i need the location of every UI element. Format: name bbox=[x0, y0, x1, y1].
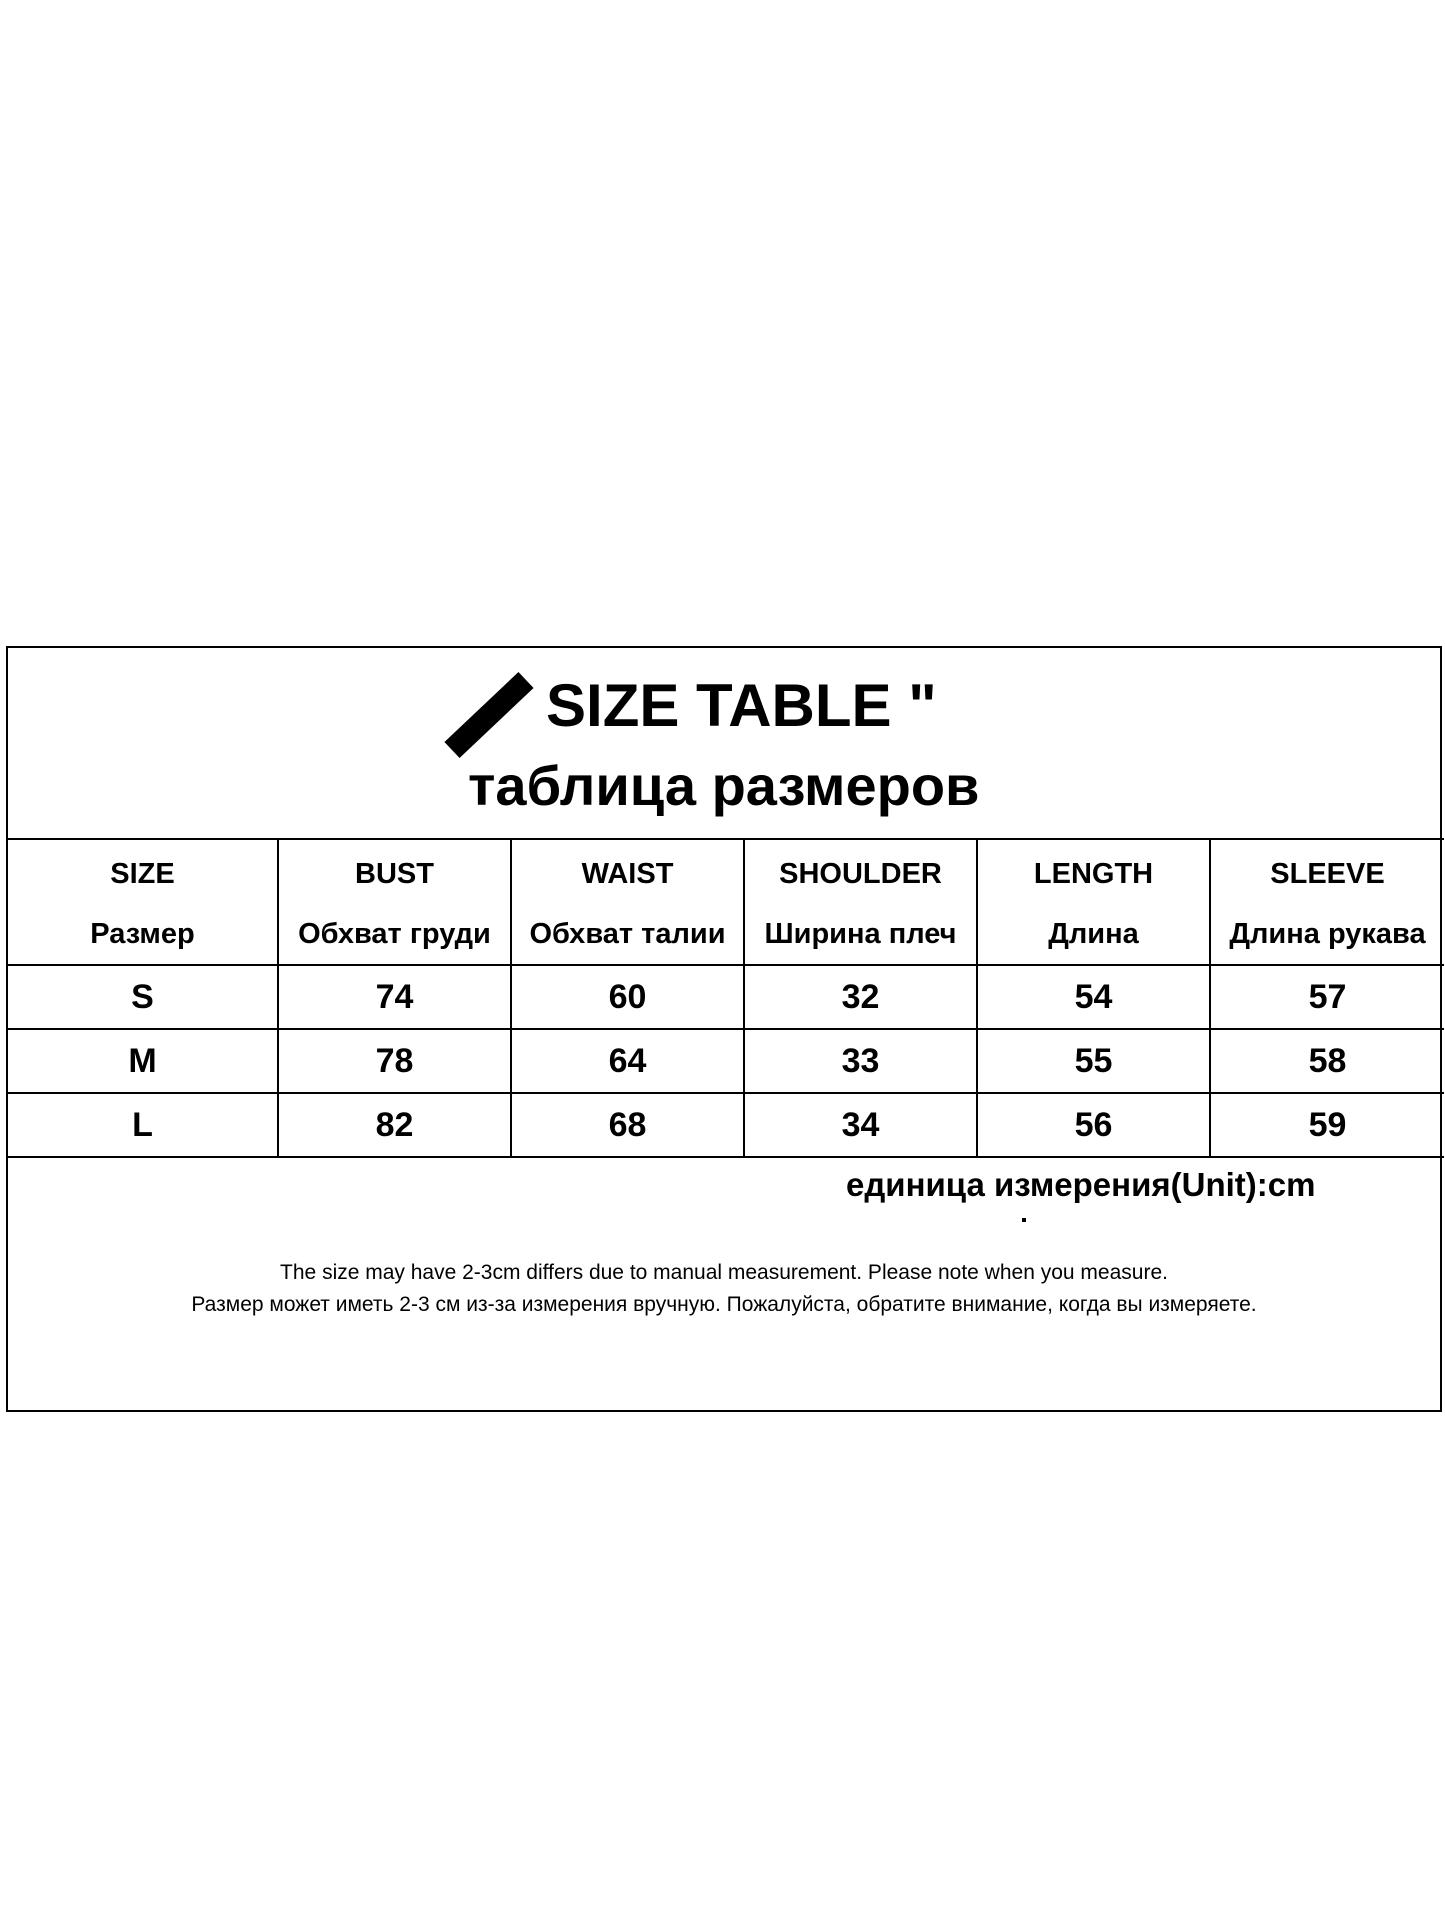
header-label-ru: Обхват груди bbox=[298, 918, 491, 950]
header-label-ru: Обхват талии bbox=[529, 918, 726, 950]
cell-shoulder: 33 bbox=[744, 1029, 977, 1093]
cell-shoulder: 32 bbox=[744, 965, 977, 1029]
header-label-ru: Длина bbox=[1048, 918, 1139, 950]
diagonal-bar-icon bbox=[442, 670, 536, 760]
cell-waist: 68 bbox=[511, 1093, 744, 1157]
stray-dot bbox=[1022, 1218, 1026, 1222]
cell-length: 56 bbox=[977, 1093, 1210, 1157]
cell-sleeve: 58 bbox=[1210, 1029, 1444, 1093]
header-label-ru: Длина рукава bbox=[1229, 918, 1426, 950]
header-label-en: SIZE bbox=[110, 858, 175, 890]
header-label-en: WAIST bbox=[581, 858, 674, 890]
cell-sleeve: 59 bbox=[1210, 1093, 1444, 1157]
cell-size: L bbox=[8, 1093, 278, 1157]
header-length bbox=[977, 839, 1210, 965]
cell-sleeve: 57 bbox=[1210, 965, 1444, 1029]
table-row bbox=[8, 965, 1444, 1029]
header-label-en: BUST bbox=[355, 858, 434, 890]
cell-shoulder: 34 bbox=[744, 1093, 977, 1157]
cell-bust: 78 bbox=[278, 1029, 511, 1093]
note-english: The size may have 2-3cm differs due to manual measurement. Please note when you measure. bbox=[280, 1261, 1168, 1284]
header-label-en: LENGTH bbox=[1033, 858, 1154, 890]
cell-bust: 82 bbox=[278, 1093, 511, 1157]
header-label-ru: Ширина плеч bbox=[764, 918, 957, 950]
cell-size: S bbox=[8, 965, 278, 1029]
header-sleeve bbox=[1210, 839, 1444, 965]
note-russian: Размер может иметь 2-3 см из-за измерения вручную. Пожалуйста, обратите внимание, когда вы измеряете. bbox=[191, 1293, 1257, 1316]
header-label-ru: Размер bbox=[90, 918, 195, 950]
header-label-en: SLEEVE bbox=[1270, 858, 1385, 890]
header-bust bbox=[278, 839, 511, 965]
cell-waist: 64 bbox=[511, 1029, 744, 1093]
cell-size: M bbox=[8, 1029, 278, 1093]
title-block bbox=[8, 648, 1440, 840]
cell-length: 54 bbox=[977, 965, 1210, 1029]
size-table-sheet bbox=[6, 646, 1442, 1412]
header-shoulder bbox=[744, 839, 977, 965]
cell-bust: 74 bbox=[278, 965, 511, 1029]
unit-label: единица измерения(Unit):cm bbox=[846, 1166, 1316, 1203]
cell-length: 55 bbox=[977, 1029, 1210, 1093]
table-header-row bbox=[8, 839, 1444, 965]
table-row bbox=[8, 1093, 1444, 1157]
header-size bbox=[8, 839, 278, 965]
table-row bbox=[8, 1029, 1444, 1093]
size-table bbox=[8, 838, 1444, 1158]
title-english: SIZE TABLE " bbox=[546, 672, 937, 739]
title-russian: таблица размеров bbox=[468, 754, 980, 817]
header-label-en: SHOULDER bbox=[779, 858, 942, 890]
cell-waist: 60 bbox=[511, 965, 744, 1029]
header-waist bbox=[511, 839, 744, 965]
